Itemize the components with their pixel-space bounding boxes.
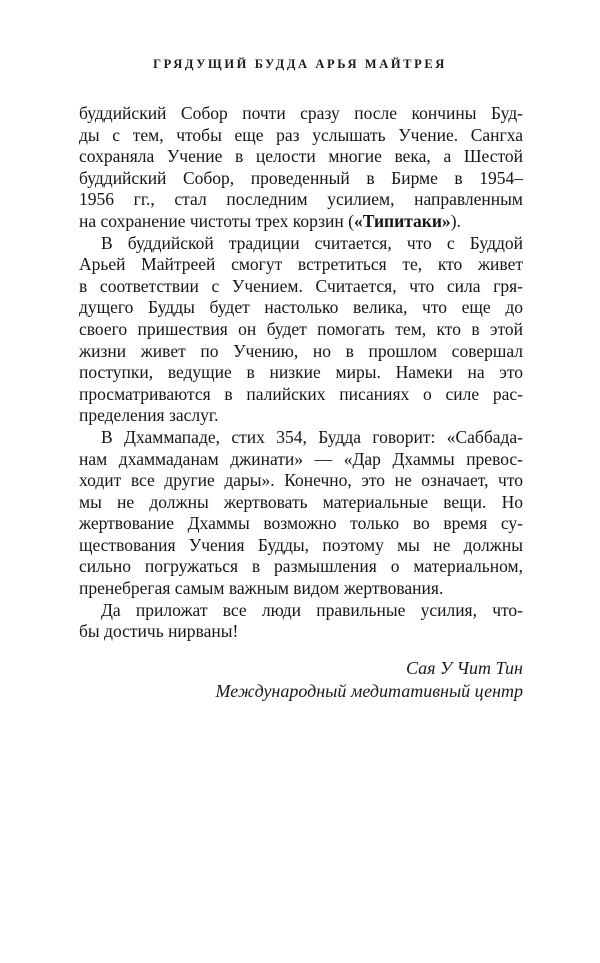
text-line xyxy=(79,427,523,449)
text-line xyxy=(79,535,523,557)
text-line xyxy=(79,341,523,363)
text-line xyxy=(79,189,523,211)
text-line xyxy=(79,384,523,406)
text-line xyxy=(79,168,523,190)
signature-block xyxy=(79,657,523,703)
text-segment: ходит все другие дары». Конечно, это не означает, что xyxy=(79,470,523,491)
text-segment: жизни живет по Учению, но в прошлом совершал xyxy=(79,340,523,361)
text-segment: ). xyxy=(450,210,461,231)
running-header: ГРЯДУЩИЙ БУДДА АРЬЯ МАЙТРЕЯ xyxy=(153,57,447,71)
text-block xyxy=(79,103,523,643)
text-segment: жертвование Дхаммы возможно только во время су- xyxy=(79,513,523,534)
text-segment: поступки, ведущие в низкие миры. Намеки на это xyxy=(79,362,523,383)
text-line xyxy=(79,103,523,125)
text-line xyxy=(79,556,523,578)
text-segment: своего пришествия он будет помогать тем, кто в этой xyxy=(79,318,523,339)
text-segment: нам дхаммаданам джинати» — «Дар Дхаммы превос- xyxy=(79,448,523,469)
paragraph xyxy=(79,233,523,427)
text-segment: сохраняла Учение в целости многие века, а Шестой xyxy=(79,146,523,167)
text-line xyxy=(79,319,523,341)
text-segment: на сохранение чистоты трех корзин ( xyxy=(79,210,354,231)
paragraph xyxy=(79,103,523,233)
text-line xyxy=(79,233,523,255)
text-segment: ды с тем, чтобы еще раз услышать Учение. Сангха xyxy=(79,124,523,145)
text-segment: мы не должны жертвовать материальные вещи. Но xyxy=(79,491,523,512)
text-line xyxy=(79,125,523,147)
text-line xyxy=(79,578,523,600)
text-segment: бы достичь нирваны! xyxy=(79,621,239,642)
text-line xyxy=(79,492,523,514)
text-line xyxy=(79,276,523,298)
signature-author: Сая У Чит Тин xyxy=(405,657,523,678)
text-line xyxy=(79,362,523,384)
text-segment: В Дхаммападе, стих 354, Будда говорит: «Саббада- xyxy=(101,426,523,447)
text-line xyxy=(79,621,523,643)
text-segment: Арьей Майтреей смогут встретиться те, кто живет xyxy=(79,254,523,275)
text-segment: пределения заслуг. xyxy=(79,405,219,426)
text-line xyxy=(79,600,523,622)
text-segment: ществования Учения Будды, поэтому мы не должны xyxy=(79,534,523,555)
paragraph xyxy=(79,427,523,600)
bold-term: «Типитаки» xyxy=(353,210,451,231)
text-line xyxy=(79,297,523,319)
text-segment: просматриваются в палийских писаниях о силе рас- xyxy=(79,383,523,404)
text-line xyxy=(79,513,523,535)
text-segment: пренебрегая самым важным видом жертвования. xyxy=(79,578,444,599)
text-segment: В буддийской традиции считается, что с Буддой xyxy=(101,232,523,253)
text-line xyxy=(79,470,523,492)
text-line xyxy=(79,449,523,471)
text-line xyxy=(79,254,523,276)
text-segment: Да приложат все люди правильные усилия, что- xyxy=(101,599,523,620)
signature-affiliation: Международный медитативный центр xyxy=(215,680,523,701)
paragraph xyxy=(79,600,523,643)
text-segment: в соответствии с Учением. Считается, что сила гря- xyxy=(79,275,523,296)
text-segment: 1956 гг., стал последним усилием, направленным xyxy=(79,189,523,210)
text-line xyxy=(79,146,523,168)
text-segment: буддийский Собор почти сразу после кончины Буд- xyxy=(79,103,523,123)
text-line xyxy=(79,405,523,427)
text-segment: сильно погружаться в размышления о материальном, xyxy=(79,556,523,577)
text-segment: буддийский Собор, проведенный в Бирме в 1954– xyxy=(79,167,523,188)
text-segment: дущего Будды будет настолько велика, что еще до xyxy=(79,297,523,318)
text-line xyxy=(79,211,523,233)
